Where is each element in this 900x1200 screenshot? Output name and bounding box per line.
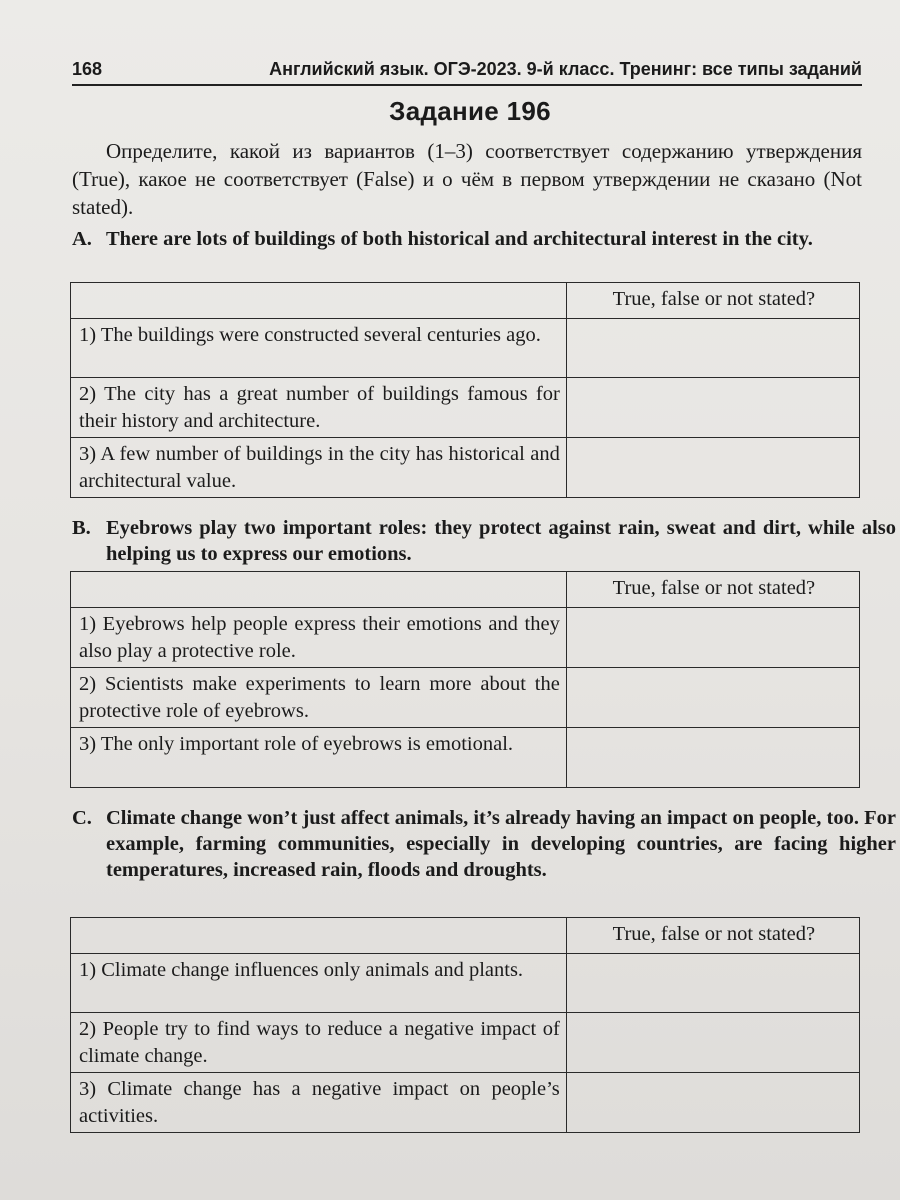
table-row [71, 1013, 860, 1073]
column-header: True, false or not stated? [566, 283, 859, 319]
header-empty-cell [71, 283, 567, 319]
statement-b [72, 515, 896, 567]
option-text: 3) The only important role of eyebrows is emotional. [71, 728, 567, 788]
running-title: Английский язык. ОГЭ-2023. 9-й класс. Тренинг: все типы заданий [269, 59, 862, 79]
answer-table-c [70, 917, 860, 1133]
task-instruction: Определите, какой из вариантов (1–3) соответствует содержанию утверждения (True), какое не соответствует (False) и о чём в первом утверждении не сказано (Not stated). [72, 139, 862, 219]
task-title: Задание 196 [389, 96, 551, 126]
option-text: 1) Climate change influences only animals and plants. [71, 954, 567, 1013]
statement-text: There are lots of buildings of both historical and architectural interest in the city. [106, 228, 813, 250]
answer-cell[interactable] [566, 438, 859, 498]
header-empty-cell [71, 918, 567, 954]
column-header: True, false or not stated? [566, 918, 859, 954]
answer-cell[interactable] [566, 668, 859, 728]
answer-cell[interactable] [566, 319, 859, 378]
statement-letter: C. [72, 807, 92, 829]
table-row [71, 378, 860, 438]
option-text: 1) Eyebrows help people express their emotions and they also play a protective role. [71, 608, 567, 668]
statement-text: Eyebrows play two important roles: they protect against rain, sweat and dirt, while also helping us to express our emotions. [106, 517, 896, 565]
table-row [71, 1073, 860, 1133]
table-row [71, 438, 860, 498]
table-row [71, 608, 860, 668]
answer-cell[interactable] [566, 728, 859, 788]
statement-text: Climate change won’t just affect animals, it’s already having an impact on people, too. For example, farming communities, especially in developing countries, are facing higher temperatures, increased rain, floods and droughts. [106, 807, 896, 881]
table-row [71, 319, 860, 378]
table-row [71, 728, 860, 788]
option-text: 3) Climate change has a negative impact on people’s activities. [71, 1073, 567, 1133]
answer-cell[interactable] [566, 1013, 859, 1073]
option-text: 2) People try to find ways to reduce a negative impact of climate change. [71, 1013, 567, 1073]
header-empty-cell [71, 572, 567, 608]
page-number: 168 [72, 59, 103, 79]
table-row [71, 668, 860, 728]
column-header: True, false or not stated? [566, 572, 859, 608]
page-header [72, 48, 862, 86]
statement-a [72, 226, 896, 252]
option-text: 3) A few number of buildings in the city has historical and architectural value. [71, 438, 567, 498]
table-header-row [71, 572, 860, 608]
option-text: 2) The city has a great number of buildings famous for their history and architecture. [71, 378, 567, 438]
answer-cell[interactable] [566, 378, 859, 438]
answer-cell[interactable] [566, 608, 859, 668]
statement-c [72, 805, 896, 883]
table-header-row [71, 283, 860, 319]
answer-table-a [70, 282, 860, 498]
table-row [71, 954, 860, 1013]
statement-letter: A. [72, 228, 92, 250]
answer-table-b [70, 571, 860, 788]
option-text: 2) Scientists make experiments to learn more about the protective role of eyebrows. [71, 668, 567, 728]
answer-cell[interactable] [566, 954, 859, 1013]
table-header-row [71, 918, 860, 954]
statement-letter: B. [72, 517, 91, 539]
option-text: 1) The buildings were constructed several centuries ago. [71, 319, 567, 378]
answer-cell[interactable] [566, 1073, 859, 1133]
